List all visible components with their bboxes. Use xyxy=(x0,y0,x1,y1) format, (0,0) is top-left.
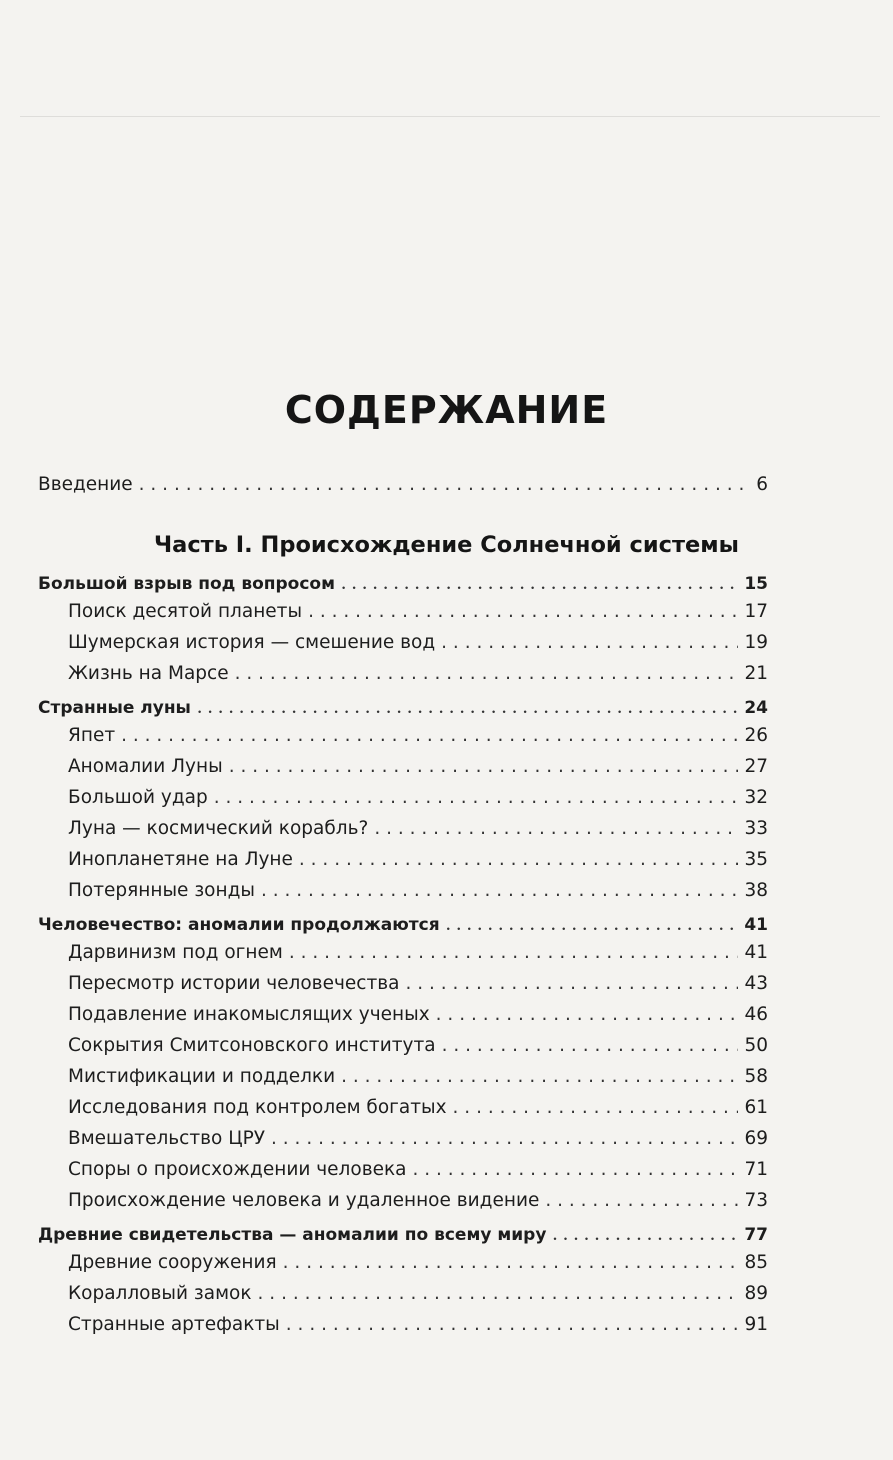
toc-entry-title: Дарвинизм под огнем xyxy=(68,942,283,963)
toc-entry[interactable] xyxy=(38,1314,768,1344)
leader-dots xyxy=(453,1097,739,1118)
toc-entry[interactable] xyxy=(38,880,768,910)
toc-entry-page: 21 xyxy=(744,663,768,684)
toc-entry[interactable] xyxy=(38,725,768,755)
toc-entry[interactable] xyxy=(38,787,768,817)
toc-entry-page: 27 xyxy=(744,756,768,777)
leader-dots xyxy=(441,632,738,653)
toc-entry-page: 32 xyxy=(744,787,768,808)
toc-entry-title: Странные артефакты xyxy=(68,1314,280,1335)
toc-entry[interactable] xyxy=(38,1283,768,1313)
toc-entry[interactable] xyxy=(38,663,768,693)
leader-dots xyxy=(235,663,739,684)
leader-dots xyxy=(261,880,738,901)
toc-entry[interactable] xyxy=(38,1128,768,1158)
toc-entry-page: 41 xyxy=(744,942,768,963)
leader-dots xyxy=(121,725,738,746)
toc-entry[interactable] xyxy=(38,849,768,879)
toc-entry-title: Поиск десятой планеты xyxy=(68,601,303,622)
toc-entry-title: Исследования под контролем богатых xyxy=(68,1097,447,1118)
toc-entry-page: 85 xyxy=(744,1252,768,1273)
page-title: СОДЕРЖАНИЕ xyxy=(284,388,609,432)
leader-dots xyxy=(446,911,739,936)
toc-entry-title: Человечество: аномалии продолжаются xyxy=(38,915,440,935)
leader-dots xyxy=(289,942,739,963)
toc-entry-title: Странные луны xyxy=(38,698,191,718)
toc-entry-title: Древние сооружения xyxy=(68,1252,277,1273)
leader-dots xyxy=(552,1221,738,1246)
toc-entry-title: Введение xyxy=(38,474,133,495)
toc-entry-page: 6 xyxy=(756,474,768,495)
toc-entry[interactable] xyxy=(38,1004,768,1034)
toc-entry-title: Большой удар xyxy=(68,787,208,808)
leader-dots xyxy=(271,1128,738,1149)
toc-entry-title: Большой взрыв под вопросом xyxy=(38,574,336,594)
leader-dots xyxy=(139,474,751,495)
toc-entry-page: 69 xyxy=(744,1128,768,1149)
toc-entry-page: 91 xyxy=(744,1314,768,1335)
leader-dots xyxy=(197,694,738,719)
toc-entry-title: Споры о происхождении человека xyxy=(68,1159,407,1180)
toc-entry-page: 15 xyxy=(744,574,768,594)
toc-entry-page: 46 xyxy=(744,1004,768,1025)
leader-dots xyxy=(341,570,738,595)
leader-dots xyxy=(341,1066,738,1087)
toc-entry-title: Шумерская история — смешение вод xyxy=(68,632,436,653)
toc-entry-title: Древние свидетельства — аномалии по всему миру xyxy=(38,1225,547,1245)
toc-entry[interactable] xyxy=(38,601,768,631)
toc-entry-title: Мистификации и подделки xyxy=(68,1066,336,1087)
toc-section[interactable] xyxy=(38,694,768,724)
toc-entry[interactable] xyxy=(38,973,768,1003)
toc-entry-title: Подавление инакомыслящих ученых xyxy=(68,1004,430,1025)
toc-section[interactable] xyxy=(38,570,768,600)
toc-entry[interactable] xyxy=(38,1159,768,1189)
toc-entry-page: 61 xyxy=(744,1097,768,1118)
leader-dots xyxy=(229,756,739,777)
toc-section[interactable] xyxy=(38,1221,768,1251)
toc-entry-page: 77 xyxy=(744,1225,768,1245)
toc-entry-intro[interactable] xyxy=(38,474,768,504)
leader-dots xyxy=(545,1190,738,1211)
toc-entry[interactable] xyxy=(38,756,768,786)
toc-entry-title: Луна — космический корабль? xyxy=(68,818,369,839)
toc-entry-title: Потерянные зонды xyxy=(68,880,255,901)
toc-entry-page: 58 xyxy=(744,1066,768,1087)
toc-entry[interactable] xyxy=(38,1097,768,1127)
toc-entry-page: 17 xyxy=(744,601,768,622)
leader-dots xyxy=(286,1314,739,1335)
toc-entry-title: Аномалии Луны xyxy=(68,756,223,777)
toc-entry-page: 43 xyxy=(744,973,768,994)
leader-dots xyxy=(405,973,738,994)
leader-dots xyxy=(214,787,739,808)
toc-entry-page: 38 xyxy=(744,880,768,901)
toc-entry-page: 19 xyxy=(744,632,768,653)
toc-entry[interactable] xyxy=(38,1066,768,1096)
toc-entry-page: 35 xyxy=(744,849,768,870)
toc-entry-title: Происхождение человека и удаленное видение xyxy=(68,1190,540,1211)
leader-dots xyxy=(283,1252,739,1273)
part-heading: Часть I. Происхождение Солнечной системы xyxy=(153,532,740,558)
toc-entry-title: Коралловый замок xyxy=(68,1283,252,1304)
leader-dots xyxy=(299,849,739,870)
leader-dots xyxy=(442,1035,739,1056)
toc-entry-page: 89 xyxy=(744,1283,768,1304)
toc-entry[interactable] xyxy=(38,632,768,662)
toc-entry-page: 73 xyxy=(744,1190,768,1211)
toc-section[interactable] xyxy=(38,911,768,941)
toc-entry-title: Пересмотр истории человечества xyxy=(68,973,400,994)
toc-entry[interactable] xyxy=(38,1035,768,1065)
toc-entry-page: 26 xyxy=(744,725,768,746)
leader-dots xyxy=(436,1004,739,1025)
toc-entry-page: 50 xyxy=(744,1035,768,1056)
toc-entry-title: Япет xyxy=(68,725,116,746)
toc-entry[interactable] xyxy=(38,942,768,972)
toc-entry-page: 33 xyxy=(744,818,768,839)
toc-entry[interactable] xyxy=(38,1190,768,1220)
toc-entry[interactable] xyxy=(38,818,768,848)
toc-entry[interactable] xyxy=(38,1252,768,1282)
leader-dots xyxy=(308,601,738,622)
toc-entry-title: Сокрытия Смитсоновского института xyxy=(68,1035,436,1056)
toc-entry-title: Инопланетяне на Луне xyxy=(68,849,293,870)
toc-entry-page: 71 xyxy=(744,1159,768,1180)
leader-dots xyxy=(374,818,738,839)
toc-entry-title: Жизнь на Марсе xyxy=(68,663,229,684)
leader-dots xyxy=(258,1283,739,1304)
leader-dots xyxy=(413,1159,739,1180)
toc-entry-page: 41 xyxy=(744,915,768,935)
toc-entry-page: 24 xyxy=(744,698,768,718)
toc-entry-title: Вмешательство ЦРУ xyxy=(68,1128,266,1149)
